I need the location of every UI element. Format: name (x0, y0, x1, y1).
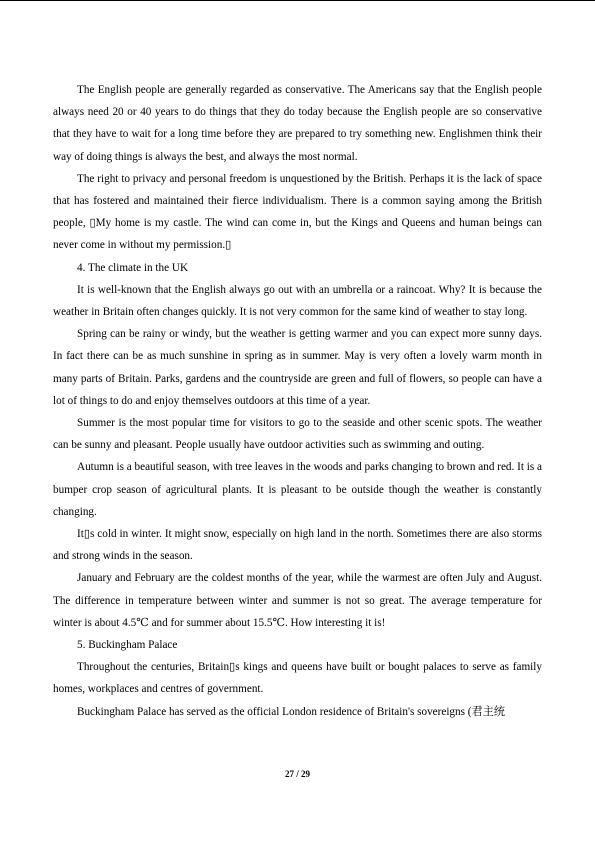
document-body (53, 79, 542, 723)
paragraph-summer: Summer is the most popular time for visitors to go to the seaside and other scenic spots. The weather can be sunny and pleasant. People usually have outdoor activities such as swimming and outing. (53, 417, 542, 452)
page-number: 27 / 29 (284, 769, 310, 779)
paragraph-buckingham-residence: Buckingham Palace has served as the official London residence of Britain's sovereigns (君主统 (77, 705, 506, 718)
paragraph-privacy: The right to privacy and personal freedom is unquestioned by the British. Perhaps it is the lack of space that has fostered and maintained their fierce individualism. There is a common saying among the British people, ▯My home is my castle. The wind can come in, but the Kings and Queens and human beings can never come in without my permission.▯ (53, 172, 542, 252)
paragraph-temperature: January and February are the coldest months of the year, while the warmest are often July and August. The difference in temperature between winter and summer is not so great. The average temperature for winter is about 4.5℃ and for summer about 15.5℃. How interesting it is! (53, 572, 542, 629)
paragraph-winter: It▯s cold in winter. It might snow, especially on high land in the north. Sometimes there are also storms and strong winds in the season. (53, 528, 542, 563)
top-rule (0, 0, 595, 1)
paragraph-palaces: Throughout the centuries, Britain▯s kings and queens have built or bought palaces to serve as family homes, workplaces and centres of government. (53, 661, 542, 696)
paragraph-climate-intro: It is well-known that the English always go out with an umbrella or a raincoat. Why? It is because the weather in Britain often changes quickly. It is not very common for the same kind of weather to stay long. (53, 283, 542, 319)
paragraph-autumn: Autumn is a beautiful season, with tree leaves in the woods and parks changing to brown and red. It is a bumper crop season of agricultural plants. It is pleasant to be outside though the weather is constantly changing. (53, 461, 542, 518)
section-heading-buckingham: 5. Buckingham Palace (77, 639, 178, 652)
section-heading-climate: 4. The climate in the UK (77, 261, 189, 274)
paragraph-spring: Spring can be rainy or windy, but the weather is getting warmer and you can expect more sunny days. In fact there can be as much sunshine in spring as in summer. May is very often a lovely warm month in many parts of Britain. Parks, gardens and the countryside are green and full of flowers, so people can have a lot of things to do and enjoy themselves outdoors at this time of a year. (53, 328, 542, 407)
paragraph-conservative: The English people are generally regarded as conservative. The Americans say that the English people always need 20 or 40 years to do things that they do today because the English people are so conservative that they have to wait for a long time before they are prepared to try something new. Englishmen think their way of doing things is always the best, and always the most normal. (53, 84, 542, 163)
